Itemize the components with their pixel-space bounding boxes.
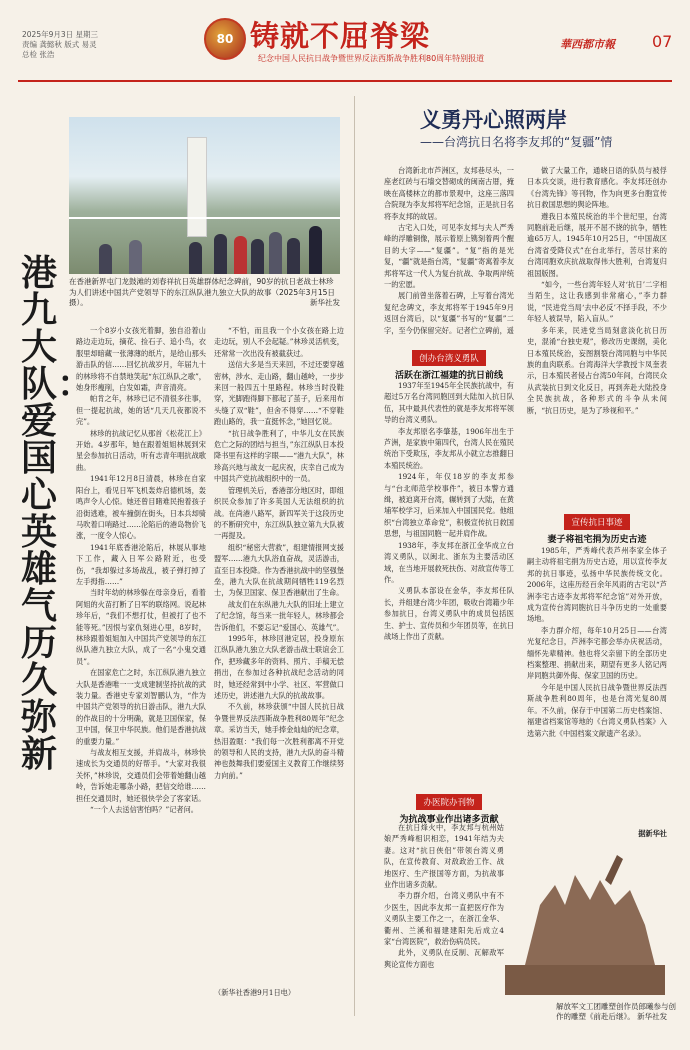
emblem-text: 80 [216,32,234,46]
paragraph: 做了大量工作，通晓日语的队员与被俘日本兵交谈，进行教育感化。李友邦还创办《台湾先锋》等刊物，作为向更多台胞宣传抗日救国思想的舆论阵地。 [527,166,667,210]
person [234,236,247,274]
header-editor: 责编 龚懿秋 版式 易灵 [22,40,97,49]
paragraph: 当时年幼的林珍躲在母亲身后，看着阿姐的火苗打断了日军的联络网。说起林珍年后，“我们不想打仗，但被打了也不能等死。”因恨与家仇刻进心里，8岁时，林珍跟着姐姐加入中国共产党领导的东江纵队港九独立大队，成了一名“小鬼交通员”。 [76,588,206,666]
masthead: 铸就不屈脊梁 [250,19,431,53]
paragraph: “一个人去送信害怕吗？”记者问。 [90,805,198,815]
paragraph: 帕肯之年，林珍已记不清很多往事，但一提起抗战，她的话“几天几夜都说不完”。 [76,394,206,427]
section-head: 妻子将祖宅捐为历史古迹 [547,535,647,545]
person [189,242,202,274]
left-column-1 [76,325,206,975]
header-divider [18,80,672,82]
sculpture-image [505,845,665,995]
paragraph: 1938年，李友邦在浙江金华成立台湾义勇队，以闽北、浙东为主要活动区域，在当地开展救死扶伤、对敌宣传等工作。 [384,540,514,584]
paragraph: 今年是中国人民抗日战争暨世界反法西斯战争胜利80周年，也是台湾光复80周年。不久前，保存于中国第二历史档案馆、福建省档案馆等地的《台湾义勇队档案》入选第六批《中国档案文献遗产名录》。 [527,682,667,738]
paragraph: 送信大多是当天来回，不过还要穿越密林，涉水、走山路，翻山越岭，一步步来回一般四五十里路程。林珍当时没鞋穿，光脚跑得脚下都起了茧子，后来用布头缝了双“鞋”，但舍不得穿……“不穿鞋跑山路的，我一直挺怀念，”她回忆说。 [214,360,344,427]
section-header-1 [384,346,514,381]
page-number: 07 [652,32,673,51]
section-tag: 宣传抗日事迹 [564,514,629,530]
sculpture-caption-text: 解放军文工团雕塑创作员郎曦参与创作的雕塑《前赴后继》。 [556,1002,676,1021]
right-column-2 [527,545,667,825]
anniversary-emblem-icon [204,18,246,60]
column-divider [354,96,355,1016]
paragraph: 战友们在东纵港九大队的旧址上建立了纪念馆，每当来一批年轻人，林珍都会告诉他们，不要忘记“爱国心、英雄气”。 [214,599,344,632]
sculpture-credit: 新华社发 [637,1012,668,1021]
section-tag: 办医院办刊物 [416,794,481,810]
paragraph: 1995年，林珍回港定居，投身原东江纵队港九独立大队老游击战士联谊会工作，把珍藏多年的资料、照片、手稿无偿捐出，在参加过各种抗战纪念活动的同时，她还经常到中小学、社区、军营做口述历史，讲述港九大队的抗战故事。 [214,633,344,700]
photo-credit: 新华社发 [310,298,340,307]
sculpture-flag [605,855,623,885]
paragraph: 在抗日烽火中，李友邦与杭州姑娘严秀峰相识相恋，1941年结为夫妻。这对“抗日侠侣”带领台湾义勇队，在宣传教育、对敌政治工作、战地医疗、生产报国等方面，为抗战事业作出诸多贡献。 [384,823,504,890]
left-credit: （新华社香港9月1日电） [214,988,296,997]
paragraph: 遵我日本殖民统治的半个世纪里，台湾同胞前赴后继，展开不屈不挠的抗争，牺牲逾65万人。1945年10月25日，“中国战区台湾省受降仪式”在台北举行，苦尽甘来的台湾同胞欢庆抗战取得伟大胜利，台湾复归祖国版图。 [527,211,667,278]
person [287,238,300,274]
paragraph: 管理机关后，香港部分地区时，即组织民众参加了许多英国人无法组织的抗战。在尚港八路军，新四军关于这段历史的不断研究中，东江纵队独立第九大队被一再提及。 [214,485,344,541]
paragraph: 台湾新北市芦洲区，友邦巷尽头，一座老红砖与石墙交替砌成的闽南古厝，掩映在高楼林立的都市景观中，这座三落四合院现为李友邦将军纪念馆，正是抗日名将李友邦的故居。 [384,166,514,221]
paragraph: 展门前曾坐落着石碑，上写着台湾光复纪念碑文，李友邦将军于1945年9月返回台湾后，以“复疆”书写的“复疆”二字，至今仍保留完好。记者伫立碑前，遥 [384,291,514,335]
paragraph: “如今，一些台湾年轻人对‘抗日’二字相当陌生，这让我感到非常痛心，”李力群说，“民进党当局‘去中必反’不择手段，不少年轻人被误导，陷入盲从。” [527,280,667,324]
section-header-3 [527,510,667,545]
railing [69,217,340,219]
right-mid-column-2 [384,822,504,1012]
person [214,234,227,274]
paragraph: 古宅入口处，可见李友邦与夫人严秀峰的浮雕铜像，展示着原上镌刻着两个醒目的大字——“复疆”。“复”指的是光复，“疆”就是指台湾，“复疆”寄寓着李友邦将军这一代人为复台抗战、争取两岸统一的宏愿。 [384,223,514,290]
person [309,226,322,274]
right-mid-column [384,380,514,785]
paragraph: 1937年至1945年全民族抗战中，有超过5万名台湾同胞回到大陆加入抗日队伍，其中最具代表性的就是李友邦将军领导的台湾义勇队。 [384,381,514,425]
header-date: 2025年9月3日 星期三 [22,30,99,39]
paragraph: 林珍的抗战记忆从那首《松花江上》开始。4岁那年，她在跟着姐姐林展到宋星会参加抗日活动，听有志青年唱抗战歌曲。 [76,428,206,472]
paragraph: 1985年，严秀峰代表芦州李家全体子嗣主动将祖宅捐为历史古迹，用以宣传李友邦的抗日事迹，弘扬中华民族传统文化。2006年，这座历经百余年风雨的古宅以“芦洲李宅古迹李友邦将军纪念馆”对外开放，成为宣传台湾同胞抗日斗争历史的一处重要场地。 [527,546,667,624]
right-intro [384,165,514,335]
paragraph: 1924年，年仅18岁的李友邦参与“台北师范学校事件”，被日本警方通缉，被迫离开台湾，辗转到了大陆，在黄埔军校学习，后来加入中国国民党。他组织“台湾独立革命党”，积极宣传抗日救国思想，与祖国同胞一起并肩作战。 [384,472,514,539]
person [129,240,142,274]
section-header-2 [384,790,514,825]
photo-caption-text: 在香港新界屯门龙鼓滩的刘春祥抗日英雄群体纪念碑前，90岁的抗日老战士林珍为人们讲述中国共产党领导下的东江纵队港九独立大队的故事（2025年3月15日摄）。 [69,277,335,307]
section-head: 为抗战事业作出诸多贡献 [399,815,499,825]
paragraph: 不久前，林珍获颁“中国人民抗日战争暨世界反法西斯战争胜利80周年”纪念章。采访当天，她手捧金灿灿的纪念章，热泪盈眶：“我们每一次胜利都离不开党的领导和人民的支持，港九大队的奋斗精神也鼓舞我们要爱国主义教育工作继续努力向前。” [214,702,344,780]
person [99,244,112,274]
photo-caption [69,277,340,309]
paragraph: 多年来，民进党当局刻意淡化抗日历史，混淆“台独史观”，修改历史课纲，美化日本殖民统治，妄图割裂台湾同胞与中华民族的血肉联系。台湾海洋大学教授卞凤奎表示，日本殖民者侵占台湾50年间，台湾民众从武装抗日到文化反日，再到奔赴大陆投身全民族抗战，各种形式的斗争从未间断，“抗日历史，是为了珍视和平。” [527,325,667,415]
paragraph: 此外，义勇队在反制、瓦解敌军舆论宣传方面也 [384,948,504,969]
person [269,232,282,274]
left-article-title: 港九大队：爱国心英雄气历久弥新 [21,253,94,775]
memorial-photo [69,117,340,274]
left-column-2 [214,325,344,985]
paragraph: 李友邦原名李肇基，1906年出生于芦洲，是家族中第四代，台湾人民在殖民统治下受欺压，李友邦从小就立志推翻日本殖民统治。 [384,426,514,470]
paper-name: 華西都市報 [560,38,615,51]
section-tag: 创办台湾义勇队 [412,350,486,366]
right-column [527,165,667,505]
right-credit: 据新华社 [638,829,667,838]
paragraph: 李力群介绍，每年10月25日——台湾光复纪念日，芦洲李宅都会举办庆祝活动，缅怀先辈精神。他也将父亲留下的全部历史档案整理、捐献出来，期望有更多人铭记两岸同胞共御外侮、保家卫国的历史。 [527,625,667,681]
person [251,239,264,274]
paragraph: “抗日战争胜利了，中华儿女在民族危亡之际的团结与担当，”东江纵队日本投降书里有这样的字眼——“港九大队”，林珍高兴地与战友一起庆祝，庆幸自己成为中国共产党抗战组织中的一员。 [214,428,344,484]
header-proof: 总检 张浩 [22,50,55,59]
paragraph: “不怕，而且我一个小女孩在路上边走边玩，别人不会起疑。”林珍灵活机变，还常常一次出没有被截获过。 [214,326,344,358]
memorial-monument [187,137,207,237]
paragraph: 与战友相互支援，并肩战斗，林珍快速成长为交通员的好帮手。“大家对我很关怀，”林珍说，交通员们会带着她翻山越岭，告诉她走哪条小路，把信交给谁……担任交通员时，她还很快学会了客家话。 [76,748,206,803]
masthead-subtitle: 纪念中国人民抗日战争暨世界反法西斯战争胜利80周年特别报道 [258,54,485,63]
paragraph: 李力群介绍，台湾义勇队中有不少医生，因此李友邦一直把医疗作为义勇队主要工作之一，在浙江金华、衢州、兰溪和福建建阳先后成立4家“台湾医院”，救治伤病员民。 [384,891,504,947]
paragraph: 组织“秘密大营救”，组建情报网支援盟军……港九大队浴血奋战，灵活游击，直至日本投降。作为香港抗战中的坚强堡垒，港九大队在抗战期间牺牲119名烈士，为保卫国家、保卫香港献出了生命。 [214,542,344,598]
sculpture-base [505,965,665,995]
paragraph: 一个8岁小女孩光着脚，独自沿着山路边走边玩，摘花、捡石子、追小鸟，衣服里却暗藏一张薄薄的纸片，是给山那头游击队的信……回忆抗战岁月，年届九十的林珍将不自禁地笑起“东江纵队之歌”，她身形瘦削，白发如霜，声音清亮。 [76,326,206,393]
sculpture-figures [525,875,655,965]
paragraph: 1941年12月8日清晨，林珍在自家阳台上，看见日军飞机轰炸启德机场，轰鸣声令人心惊。她还曾目睹难民抱着孩子沿街逃难，被车撞倒在街头，日本兵却骑马吹着口哨路过……沦陷后的港岛物价飞涨，一度令人惊心。 [76,474,206,541]
sculpture-caption [556,1002,676,1022]
right-article-subtitle: ——台湾抗日名将李友邦的“复疆”情 [420,135,613,149]
header-meta [22,30,98,60]
paragraph: 在国家危亡之时，东江纵队港九独立大队是香港唯一一支成建制坚持抗战的武装力量。香港史专家刘智鹏认为，“作为中国共产党领导的抗日游击队，港九大队的作战目的十分明确，就是卫国保家，保卫中国，保卫中华民族。他们是香港抗战的重要力量。” [76,668,206,746]
paragraph: 1941年底香港沦陷后，林展从事地下工作，藏入日军公路附近，也受伤，“我却躲过多场战乱，被子弹打掉了左手拇指……” [76,542,206,586]
right-article-title: 义勇丹心照两岸 [420,108,567,132]
paragraph: 义勇队本部设在金华，李友邦任队长，并组建台湾少年团，吸收台湾籍少年参加抗日，台湾义勇队中的成员包括医生、护士、宣传员和少年团员等，在抗日战场上作出了贡献。 [384,586,514,641]
section-head: 活跃在浙江福建的抗日前线 [394,371,503,381]
